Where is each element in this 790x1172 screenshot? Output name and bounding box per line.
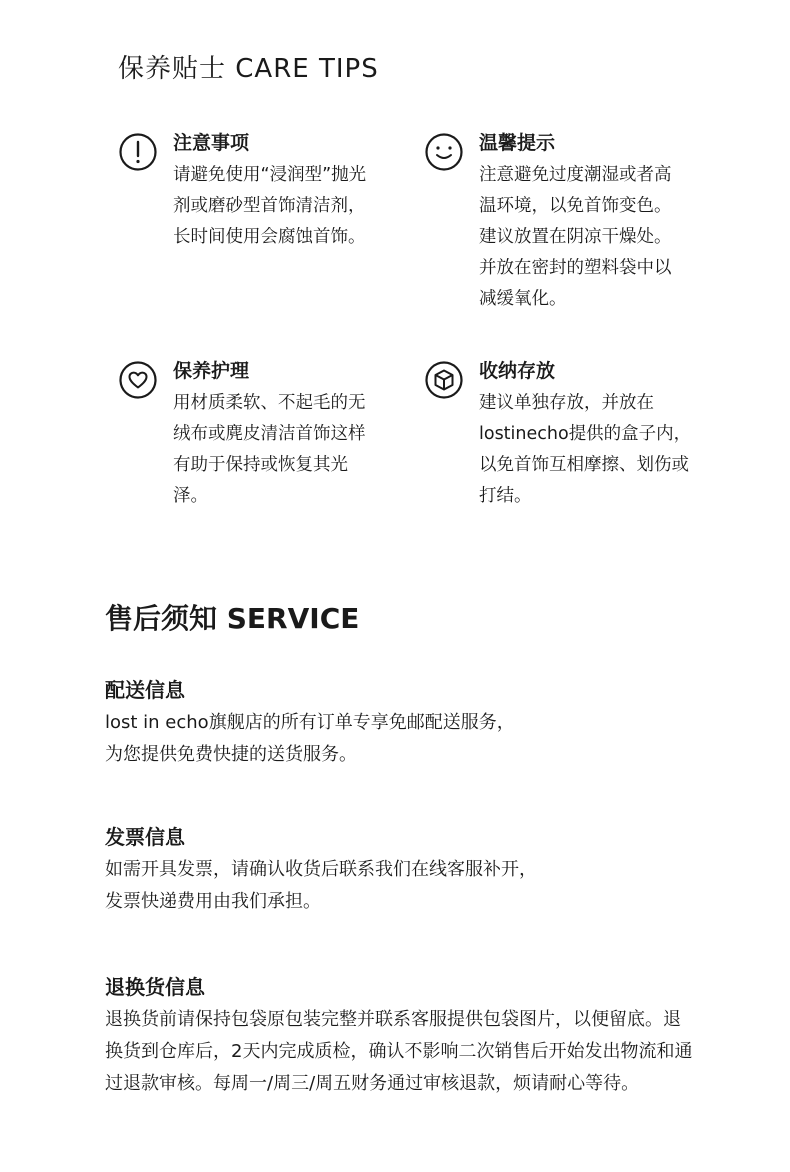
- tip-title: 注意事项: [173, 132, 250, 154]
- tip-text: 用材质柔软、不起毛的无绒布或麂皮清洁首饰这样有助于保持或恢复其光泽。: [173, 393, 366, 506]
- heart-circle-icon: [118, 360, 158, 400]
- tip-title: 收纳存放: [479, 360, 556, 382]
- service-title: 售后须知 SERVICE: [105, 602, 360, 635]
- return-exchange-text: 退换货前请保持包袋原包装完整并联系客服提供包袋图片，以便留底。退换货到仓库后，2天内完成质检，确认不影响二次销售后开始发出物流和通过退款审核。每周一/周三/周五财务通过审核退款，烦请耐心等待。: [105, 1009, 693, 1094]
- delivery-info-line: 为您提供免费快捷的送货服务。: [105, 744, 357, 765]
- tip-text: 注意避免过度潮湿或者高温环境，以免首饰变色。建议放置在阴凉干燥处。并放在密封的塑料袋中以减缓氧化。: [479, 165, 672, 309]
- invoice-info-title: 发票信息: [105, 825, 185, 849]
- delivery-info: [105, 675, 705, 771]
- invoice-info-line: 发票快递费用由我们承担。: [105, 891, 321, 912]
- return-exchange-title: 退换货信息: [105, 975, 205, 999]
- delivery-info-title: 配送信息: [105, 678, 185, 702]
- invoice-info-line: 如需开具发票，请确认收货后联系我们在线客服补开，: [105, 859, 537, 880]
- invoice-info: [105, 822, 705, 918]
- tip-text: 请避免使用“浸润型”抛光剂或磨砂型首饰清洁剂，长时间使用会腐蚀首饰。: [173, 165, 367, 247]
- return-exchange-info: [105, 972, 695, 1100]
- tip-title: 保养护理: [173, 360, 250, 382]
- delivery-info-line: lost in echo旗舰店的所有订单专享免邮配送服务，: [105, 712, 515, 733]
- care-tips-title: 保养贴士 CARE TIPS: [118, 54, 379, 84]
- tip-text: 建议单独存放，并放在lostinecho提供的盒子内，以免首饰互相摩擦、划伤或打结。: [479, 393, 692, 506]
- box-circle-icon: [424, 360, 464, 400]
- exclamation-circle-icon: [118, 132, 158, 172]
- smile-circle-icon: [424, 132, 464, 172]
- tip-title: 温馨提示: [479, 132, 556, 154]
